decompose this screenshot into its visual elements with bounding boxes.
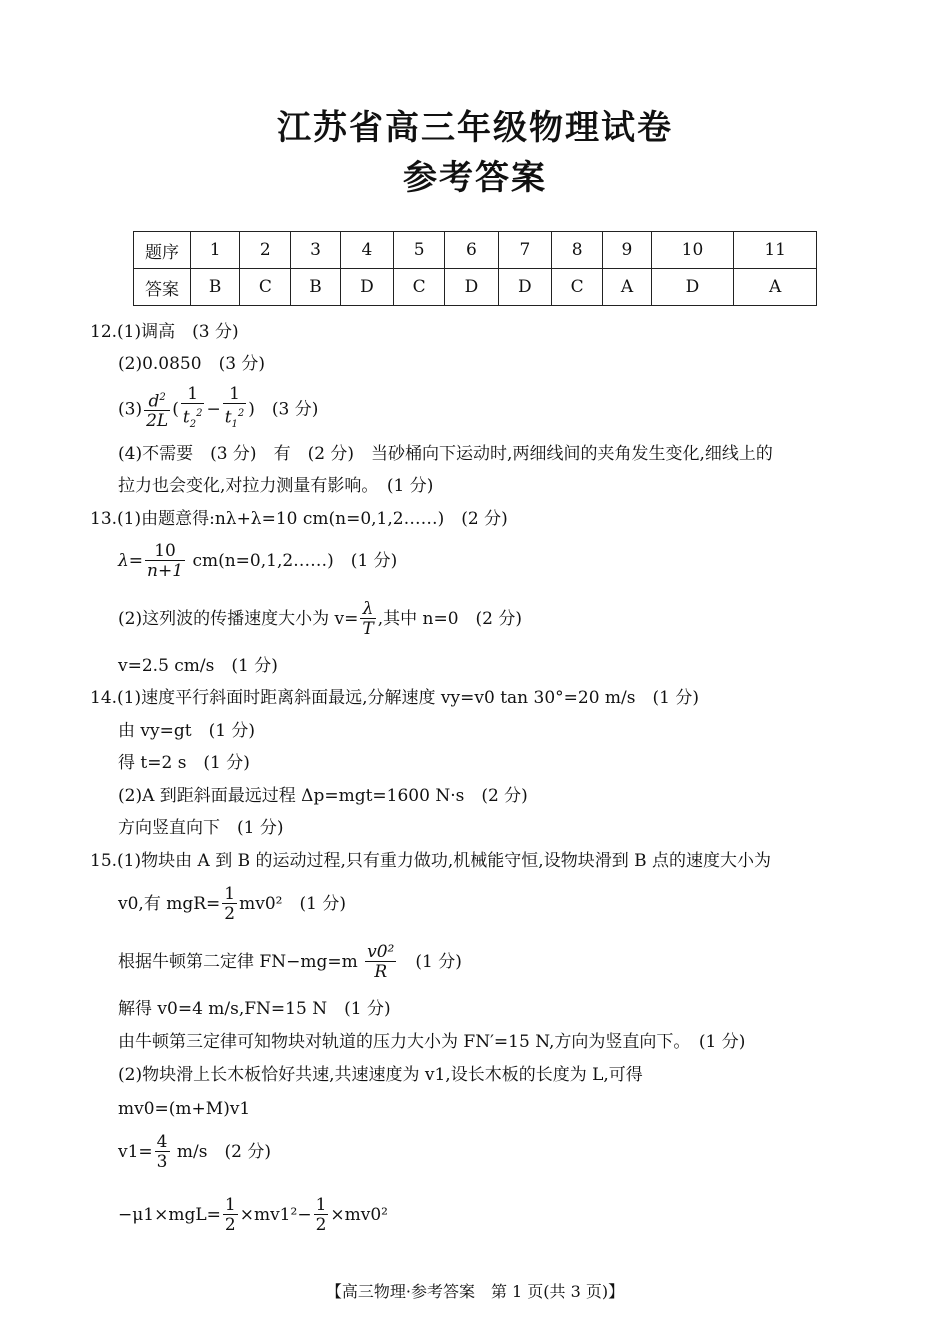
q15-line-6: (2)物块滑上长木板恰好共速,共速速度为 v1,设长木板的长度为 L,可得	[118, 1065, 643, 1085]
q15-newton-text: 根据牛顿第二定律 FN−mg=m	[118, 952, 358, 972]
q12-line-3: (3) $\frac{d^2}{2L}$ ( $\frac{1}{t_2^2}$ − $\frac{1}{t_1^2}$ ) (3 分)	[118, 385, 318, 435]
q13-part2-rest: ,其中 n=0 (2 分)	[377, 609, 522, 629]
fraction	[144, 389, 170, 432]
number-cell: 3	[291, 232, 340, 269]
q15-v1-rest: m/s (2 分)	[176, 1142, 271, 1162]
q14-line-3: 得 t=2 s (1 分)	[118, 753, 250, 773]
answer-cell: D	[651, 269, 734, 306]
score: (1 分)	[415, 952, 462, 972]
q13-part2-text: (2)这列波的传播速度大小为 v=	[118, 609, 359, 629]
fraction	[145, 542, 185, 581]
sub: 1	[231, 419, 238, 431]
answer-table-number-row	[134, 232, 817, 269]
fraction	[222, 885, 237, 924]
numerator: 4	[156, 1132, 168, 1152]
title-line-2: 参考答案	[403, 158, 547, 198]
q12-line-1: 12.(1)调高 (3 分)	[90, 322, 239, 342]
fraction	[365, 943, 396, 982]
sub: 2	[189, 419, 197, 431]
answer-cell: B	[191, 269, 240, 306]
exp: 2	[237, 408, 245, 419]
fraction	[181, 385, 205, 435]
q14-line-5: 方向竖直向下 (1 分)	[118, 818, 284, 838]
answer-cell: D	[498, 269, 551, 306]
number-cell: 1	[191, 232, 240, 269]
var-t: t	[182, 407, 190, 428]
header-cell: 答案	[134, 269, 191, 306]
answer-cell: D	[340, 269, 393, 306]
var-t: t	[224, 407, 232, 428]
number-cell: 7	[498, 232, 551, 269]
q14-line-2: 由 vy=gt (1 分)	[118, 721, 256, 741]
q15-work-end: ×mv0²	[330, 1205, 388, 1225]
q15-energy-text: v0,有 mgR=	[118, 894, 221, 914]
q12-line-4: (4)不需要 (3 分) 有 (2 分) 当砂桶向下运动时,两细线间的夹角发生变化,细线上的	[118, 444, 773, 464]
fraction	[223, 1196, 238, 1235]
exp: 2	[196, 408, 203, 419]
lambda: λ=	[118, 551, 144, 571]
numerator: 1	[224, 884, 236, 904]
q12-line-2: (2)0.0850 (3 分)	[118, 354, 266, 374]
numerator: 1	[224, 1195, 236, 1215]
numerator: 10	[145, 542, 185, 561]
number-cell: 2	[240, 232, 291, 269]
denominator: 2L	[146, 411, 169, 432]
q15-energy-rest: mv0² (1 分)	[239, 894, 346, 914]
answer-cell: A	[734, 269, 817, 306]
number-cell: 10	[651, 232, 734, 269]
number-cell: 9	[603, 232, 651, 269]
q13-expression-rest: cm(n=0,1,2……) (1 分)	[192, 551, 398, 571]
answer-cell: B	[291, 269, 340, 306]
page-footer: 【高三物理·参考答案 第 1 页(共 3 页)】	[325, 1282, 625, 1301]
denominator: T	[362, 619, 374, 639]
denominator: 2	[224, 904, 236, 924]
answer-table	[133, 231, 817, 306]
answer-cell: A	[603, 269, 651, 306]
var-d: d	[148, 391, 160, 412]
q14-line-4: (2)A 到距斜面最远过程 Δp=mgt=1600 N·s (2 分)	[118, 786, 528, 806]
title-line-1: 江苏省高三年级物理试卷	[277, 108, 673, 148]
q15-line-2	[118, 885, 346, 924]
header-cell: 题序	[134, 232, 191, 269]
number-cell: 6	[445, 232, 498, 269]
minus: −	[206, 399, 221, 420]
denominator: R	[374, 962, 388, 982]
score: (3 分)	[271, 399, 319, 420]
numerator: v0²	[367, 942, 395, 962]
q13-line-2	[118, 542, 397, 581]
denominator: 2	[224, 1215, 236, 1235]
numerator: 1	[223, 385, 247, 404]
denominator: 2	[315, 1215, 327, 1235]
q15-line-3	[118, 943, 462, 982]
q15-line-1: 15.(1)物块由 A 到 B 的运动过程,只有重力做功,机械能守恒,设物块滑到 B 点的速度大小为	[90, 851, 772, 871]
q14-line-1: 14.(1)速度平行斜面时距离斜面最远,分解速度 vy=v0 tan 30°=20 m/s (1 分)	[90, 688, 699, 708]
q15-line-4: 解得 v0=4 m/s,FN=15 N (1 分)	[118, 999, 391, 1019]
q15-line-9	[118, 1196, 388, 1235]
answer-table-answer-row	[134, 269, 817, 306]
q15-line-8	[118, 1133, 271, 1172]
q12-part3-label: (3)	[118, 399, 143, 420]
fraction	[155, 1133, 170, 1172]
fraction	[360, 600, 375, 639]
answer-cell: C	[394, 269, 445, 306]
q15-work-mid: ×mv1²−	[239, 1205, 312, 1225]
fraction	[223, 385, 247, 435]
number-cell: 5	[394, 232, 445, 269]
exp: 2	[159, 391, 166, 403]
q15-v1-label: v1=	[118, 1142, 153, 1162]
answer-cell: C	[240, 269, 291, 306]
number-cell: 4	[340, 232, 393, 269]
denominator: n+1	[147, 561, 184, 581]
denominator: 3	[156, 1152, 168, 1172]
numerator: 1	[315, 1195, 327, 1215]
q13-line-4: v=2.5 cm/s (1 分)	[118, 656, 278, 676]
answer-cell: C	[552, 269, 603, 306]
number-cell: 8	[552, 232, 603, 269]
number-cell: 11	[734, 232, 817, 269]
fraction	[314, 1196, 329, 1235]
q15-line-5: 由牛顿第三定律可知物块对轨道的压力大小为 FN′=15 N,方向为竖直向下。 (1 分)	[118, 1032, 746, 1052]
q12-line-5: 拉力也会变化,对拉力测量有影响。 (1 分)	[118, 476, 434, 496]
numerator: 1	[181, 385, 205, 404]
q15-line-7: mv0=(m+M)v1	[118, 1099, 251, 1119]
q13-line-3	[118, 600, 522, 639]
q15-work-text: −μ1×mgL=	[118, 1205, 221, 1225]
answer-cell: D	[445, 269, 498, 306]
q13-line-1: 13.(1)由题意得:nλ+λ=10 cm(n=0,1,2……) (2 分)	[90, 509, 508, 529]
numerator: λ	[360, 600, 375, 619]
